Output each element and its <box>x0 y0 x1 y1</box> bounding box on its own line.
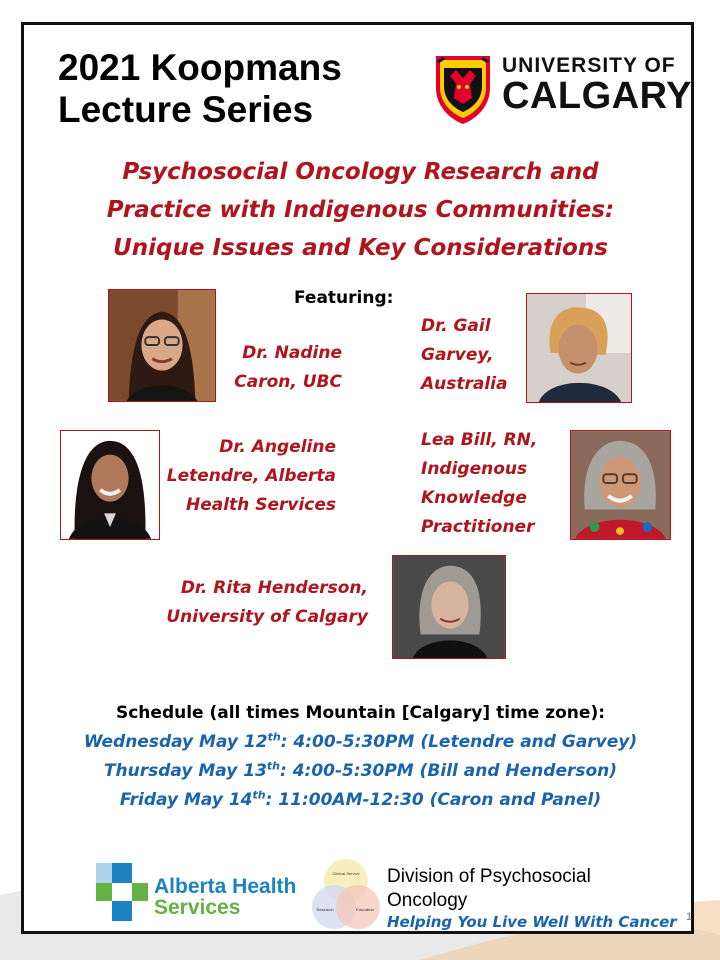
university-logo-line1: UNIVERSITY OF <box>502 54 676 77</box>
speaker-bill-line4: Practitioner <box>421 517 535 537</box>
slide-number: 1 <box>686 911 693 923</box>
speaker-bill-line1: Lea Bill, RN, <box>421 430 538 450</box>
speaker-henderson-line2: University of Calgary <box>166 607 368 627</box>
schedule <box>24 699 697 815</box>
speaker-letendre-line3: Health Services <box>186 495 336 515</box>
speaker-letendre-line2: Letendre, Alberta <box>166 466 336 486</box>
speaker-garvey <box>421 312 508 399</box>
speaker-letendre-line1: Dr. Angeline <box>219 437 336 457</box>
schedule-row-thursday <box>24 757 697 786</box>
speaker-caron-line2: Caron, UBC <box>234 372 342 392</box>
university-logo-line2: CALGARY <box>502 75 692 117</box>
speaker-photo-bill <box>570 430 671 540</box>
venn-label-education: Education <box>356 907 374 912</box>
schedule-details: : 11:00AM-12:30 (Caron and Panel) <box>265 790 602 810</box>
university-logo <box>502 54 692 117</box>
division-line1: Division of Psychosocial <box>387 866 591 887</box>
speaker-garvey-line1: Dr. Gail <box>421 316 491 336</box>
speaker-photo-henderson <box>392 555 506 659</box>
lecture-title-line1: Psychosocial Oncology Research and <box>122 159 599 185</box>
speaker-caron <box>174 339 342 397</box>
division-line2: Oncology <box>387 890 468 911</box>
schedule-ordinal: th <box>267 730 281 744</box>
series-title-line1: 2021 Koopmans <box>58 47 342 88</box>
series-title-line2: Lecture Series <box>58 89 314 130</box>
speaker-caron-line1: Dr. Nadine <box>242 343 342 363</box>
schedule-ordinal: th <box>266 759 280 773</box>
ahs-logo-icon <box>96 861 148 923</box>
venn-diagram-icon <box>311 855 381 937</box>
schedule-details: : 4:00-5:30PM (Letendre and Garvey) <box>280 732 638 752</box>
division-name <box>387 865 591 913</box>
university-crest-icon <box>434 54 492 126</box>
speaker-garvey-line3: Australia <box>421 374 508 394</box>
schedule-ordinal: th <box>252 788 266 802</box>
venn-label-research: Research <box>316 907 334 912</box>
speaker-bill-line2: Indigenous <box>421 459 528 479</box>
schedule-details: : 4:00-5:30PM (Bill and Henderson) <box>280 761 618 781</box>
ahs-logo-text <box>154 876 296 918</box>
schedule-row-wednesday <box>24 728 697 757</box>
lecture-title <box>44 153 677 267</box>
speaker-letendre <box>144 433 336 520</box>
division-tagline: Helping You Live Well With Cancer <box>387 913 677 931</box>
schedule-heading: Schedule (all times Mountain [Calgary] time zone): <box>115 703 606 723</box>
lecture-title-line2: Practice with Indigenous Communities: <box>106 197 615 223</box>
schedule-day: Friday May 14 <box>119 790 253 810</box>
speaker-garvey-line2: Garvey, <box>421 345 494 365</box>
poster-slide <box>21 22 694 934</box>
schedule-day: Wednesday May 12 <box>83 732 268 752</box>
speaker-henderson <box>154 574 368 632</box>
featuring-label: Featuring: <box>294 288 394 308</box>
speaker-photo-garvey <box>526 293 632 403</box>
speaker-bill <box>421 426 537 542</box>
schedule-row-friday <box>24 786 697 815</box>
ahs-line2: Services <box>154 896 241 919</box>
venn-label-clinical: Clinical Service <box>332 871 360 876</box>
ahs-line1: Alberta Health <box>154 875 297 898</box>
speaker-henderson-line1: Dr. Rita Henderson, <box>180 578 368 598</box>
speaker-bill-line3: Knowledge <box>421 488 527 508</box>
lecture-title-line3: Unique Issues and Key Considerations <box>113 235 608 261</box>
series-title <box>58 47 342 131</box>
schedule-day: Thursday May 13 <box>103 761 267 781</box>
